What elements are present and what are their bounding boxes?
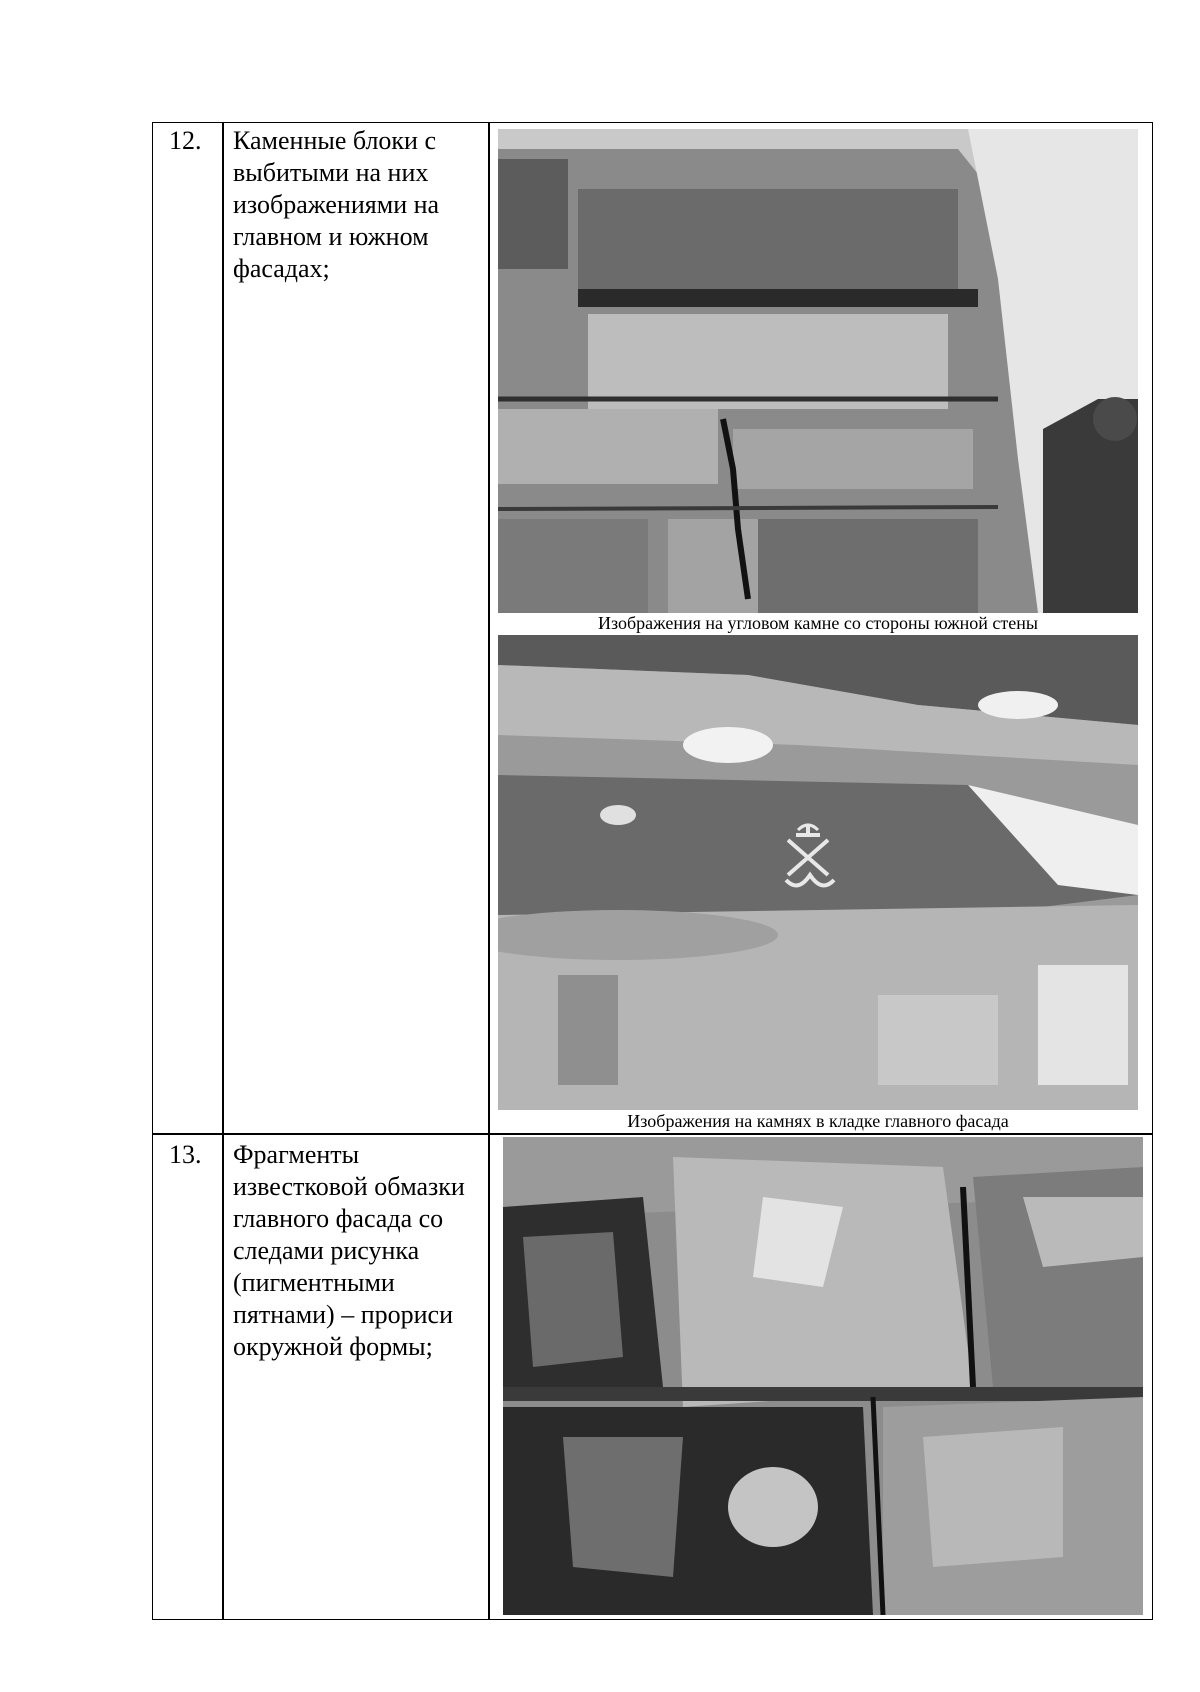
row-number: 12. xyxy=(169,126,202,155)
column-divider-2 xyxy=(488,123,490,1619)
row-number: 13. xyxy=(169,1140,202,1169)
row-description: Каменные блоки с выбитыми на них изображениями на главном и южном фасадах; xyxy=(233,126,440,283)
column-divider-1 xyxy=(222,123,224,1619)
photo-lime-plaster xyxy=(503,1137,1143,1615)
photo-corner-stone xyxy=(498,129,1138,613)
photo-caption: Изображения на угловом камне со стороны южной стены xyxy=(598,613,1038,633)
content-table xyxy=(152,122,1153,1620)
photo-caption: Изображения на камнях в кладке главного фасада xyxy=(627,1111,1009,1131)
row-divider xyxy=(153,1133,1152,1135)
row-description: Фрагменты известковой обмазки главного фасада со следами рисунка (пигментными пятнами) – прориси окружной формы; xyxy=(233,1140,465,1361)
photo-facade-stones xyxy=(498,635,1138,1110)
